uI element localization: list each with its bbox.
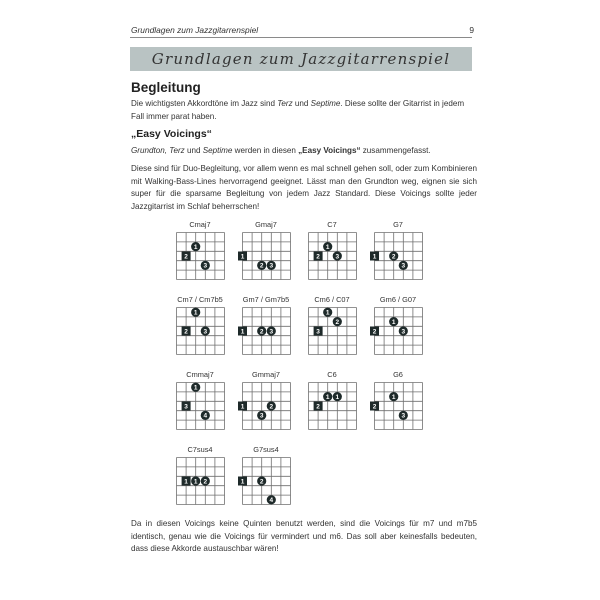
fretboard-grid [374, 232, 422, 279]
section-heading: Begleitung [131, 80, 201, 95]
finger-number: 1 [325, 243, 330, 251]
chord-name: Gmaj7 [255, 220, 277, 229]
finger-number: 2 [259, 478, 264, 486]
finger-number: 1 [184, 478, 188, 486]
finger-number: 2 [203, 478, 208, 486]
closing-paragraph: Da in diesen Voicings keine Quinten benutzt werden, sind die Voicings für m7 und m7b5 identisch, genau wie die Voicings für vermindert und m6. Das soll aber keinesfalls bedeuten, dass diese Akkorde austauschbar wären! [131, 519, 477, 554]
chord-name: Cmmaj7 [186, 370, 214, 379]
fretboard-grid [176, 232, 224, 279]
intro-paragraph [131, 98, 477, 123]
finger-number: 2 [391, 253, 396, 261]
chord-diagram [374, 295, 434, 359]
chord-diagram [374, 220, 434, 284]
fretboard-grid [308, 307, 356, 354]
chord-diagram [176, 295, 236, 359]
chapter-banner-title: Grundlagen zum Jazzgitarrenspiel [151, 50, 451, 68]
fretboard-grid [176, 457, 224, 504]
description-paragraph: Diese sind für Duo-Begleitung, vor allem wenn es mal schnell gehen soll, oder zum Kombinieren mit Walking-Bass-Lines hervorragend geeignet. Lässt man den Grundton weg, eignen sie sich super für die sparsame Begleitung von jedem Jazz Standard. Diese Voicings sollte jeder Jazzgitarrist im Schlaf beherrschen! [131, 164, 477, 211]
finger-number: 3 [203, 262, 208, 270]
fretboard-grid [308, 232, 356, 279]
finger-number: 1 [325, 309, 330, 317]
finger-number: 1 [240, 403, 245, 411]
fretboard-grid [242, 307, 290, 354]
finger-number: 1 [193, 243, 198, 251]
finger-number: 3 [269, 262, 274, 270]
intro-septime: Septime [310, 99, 341, 108]
summary-mid: werden in diesen [232, 146, 299, 155]
page-number: 9 [469, 25, 474, 35]
finger-number: 2 [184, 253, 188, 261]
chord-diagram [176, 370, 236, 434]
chord-name: Gmmaj7 [252, 370, 280, 379]
fretboard-grid [242, 457, 290, 504]
chord-name: C7 [327, 220, 337, 229]
finger-number: 1 [240, 328, 245, 336]
fretboard-grid [242, 232, 290, 279]
finger-number: 2 [269, 403, 274, 411]
chord-name: Gm6 / G07 [379, 295, 417, 304]
summary-paragraph [131, 145, 477, 158]
finger-number: 3 [335, 253, 340, 261]
chord-diagram [374, 370, 434, 434]
finger-number: 2 [372, 403, 377, 411]
finger-number: 3 [401, 262, 406, 270]
chapter-banner [130, 47, 472, 71]
chord-diagram [242, 370, 302, 434]
chord-name: G7sus4 [253, 445, 279, 454]
fretboard-grid [374, 307, 422, 354]
finger-number: 2 [335, 318, 340, 326]
fretboard-grid [176, 307, 224, 354]
finger-number: 1 [240, 253, 245, 261]
finger-number: 1 [193, 309, 198, 317]
finger-number: 3 [316, 328, 320, 336]
chord-name: C6 [327, 370, 337, 379]
running-header [130, 25, 472, 38]
finger-number: 4 [203, 412, 208, 420]
fretboard-grid [176, 382, 224, 429]
chord-name: G7 [393, 220, 403, 229]
chord-diagram [176, 220, 236, 284]
intro-and: und [292, 99, 311, 108]
finger-number: 1 [335, 393, 340, 401]
chord-name: Gm7 / Gm7b5 [242, 295, 290, 304]
finger-number: 3 [401, 328, 406, 336]
chord-diagram [308, 370, 368, 434]
intro-terz: Terz [277, 99, 293, 108]
fretboard-grid [374, 382, 422, 429]
chord-diagram [242, 220, 302, 284]
chord-name: Cm6 / C07 [314, 295, 350, 304]
chord-diagram [176, 445, 236, 509]
finger-number: 3 [184, 403, 188, 411]
finger-number: 2 [316, 403, 320, 411]
finger-number: 1 [193, 478, 198, 486]
finger-number: 3 [269, 328, 274, 336]
finger-number: 1 [240, 478, 245, 486]
summary-end: zusammengefasst. [360, 146, 431, 155]
finger-number: 2 [259, 328, 264, 336]
finger-number: 1 [193, 384, 198, 392]
finger-number: 2 [372, 328, 377, 336]
summary-grundton-terz: Grundton, Terz [131, 146, 185, 155]
finger-number: 1 [372, 253, 377, 261]
finger-number: 3 [259, 412, 264, 420]
chord-diagram [308, 220, 368, 284]
finger-number: 2 [184, 328, 188, 336]
chord-name: G6 [393, 370, 403, 379]
intro-text-2: . Diese sollte der Gitarrist in jedem Fall immer parat haben. [131, 99, 465, 121]
chord-diagram [308, 295, 368, 359]
finger-number: 2 [259, 262, 264, 270]
chord-name: Cmaj7 [189, 220, 211, 229]
finger-number: 1 [325, 393, 330, 401]
chord-diagram [242, 445, 302, 509]
finger-number: 3 [203, 328, 208, 336]
intro-text-1: Die wichtigsten Akkordtöne im Jazz sind [131, 99, 278, 108]
fretboard-grid [242, 382, 290, 429]
finger-number: 3 [401, 412, 406, 420]
subsection-heading: „Easy Voicings“ [131, 128, 212, 140]
summary-septime: Septime [202, 146, 233, 155]
running-header-title: Grundlagen zum Jazzgitarrenspiel [131, 25, 259, 35]
finger-number: 4 [269, 497, 274, 505]
chord-diagram [242, 295, 302, 359]
finger-number: 1 [391, 318, 396, 326]
finger-number: 1 [391, 393, 396, 401]
chord-name: Cm7 / Cm7b5 [177, 295, 223, 304]
finger-number: 2 [316, 253, 320, 261]
summary-and: und [184, 146, 203, 155]
fretboard-grid [308, 382, 356, 429]
summary-bold: „Easy Voicings“ [298, 146, 361, 155]
chord-name: C7sus4 [187, 445, 213, 454]
